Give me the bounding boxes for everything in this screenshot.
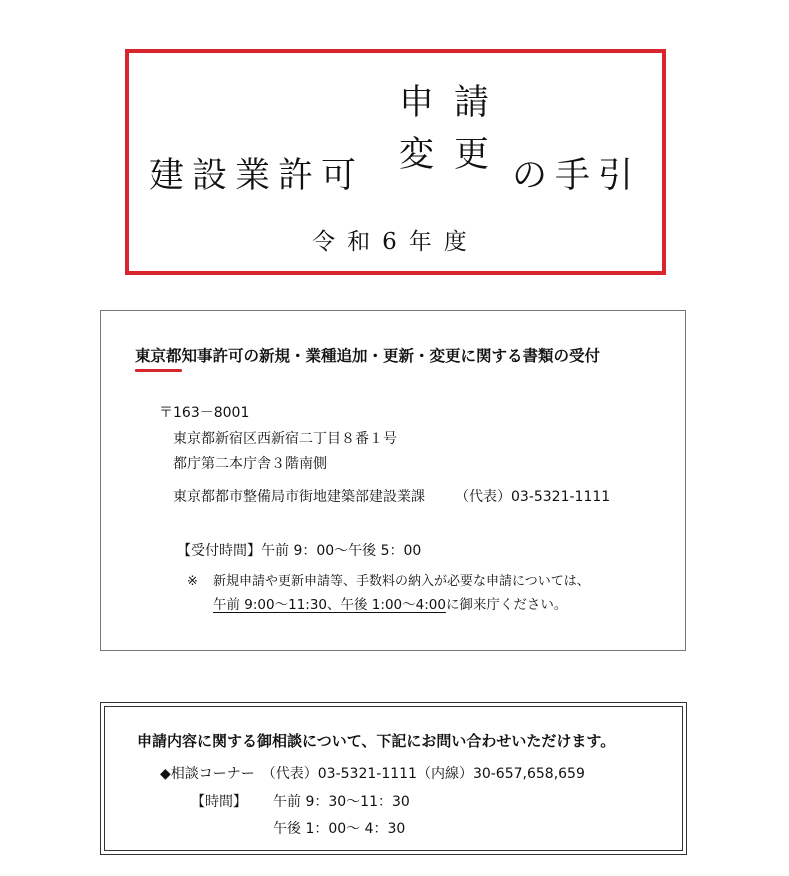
note-hours-underlined: 午前 9:00～11:30、午後 1:00～4:00: [213, 597, 446, 613]
office-phone: （代表）03-5321-1111: [455, 489, 611, 505]
note-line-1-text: 新規申請や更新申請等、手数料の納入が必要な申請については、: [213, 574, 590, 589]
consultation-inner-border: [104, 706, 683, 851]
note-line-2: [213, 595, 567, 615]
postal-code: 〒163－8001: [159, 405, 250, 421]
heading-red-underline: [135, 369, 182, 372]
title-box: [125, 49, 666, 275]
reception-box: [100, 310, 686, 651]
note-line-2-rest: に御来庁ください。: [445, 597, 568, 613]
consultation-time-am: 午前 9：30～11：30: [273, 794, 410, 810]
title-change: 変更: [399, 135, 510, 175]
title-construction-permit: 建設業許可: [149, 156, 365, 196]
fiscal-year: 令和6年度: [312, 229, 479, 255]
reception-hours: 【受付時間】午前 9：00～午後 5：00: [177, 543, 422, 559]
office-line: [173, 487, 610, 507]
consultation-time-pm: 午後 1：00～ 4：30: [273, 821, 406, 837]
reception-heading: [135, 345, 600, 367]
consultation-time-label: 【時間】: [191, 794, 247, 810]
address-line-1: 東京都新宿区西新宿二丁目８番１号: [173, 431, 397, 447]
note-line-1: [187, 572, 590, 592]
address-line-2: 都庁第二本庁舎３階南側: [173, 456, 327, 472]
consultation-heading: 申請内容に関する御相談について、下記にお問い合わせいただけます。: [137, 732, 616, 750]
office-name: 東京都都市整備局市街地建築部建設業課: [173, 489, 425, 505]
title-application: 申請: [399, 83, 510, 123]
consultation-box: [100, 702, 687, 855]
consultation-corner: ◆相談コーナー （代表）03-5321-1111（内線）30-657,658,659: [160, 766, 585, 782]
title-guide: の手引: [512, 156, 642, 196]
heading-rest: 知事許可の新規・業種追加・更新・変更に関する書類の受付: [181, 347, 601, 365]
note-mark: ※: [187, 574, 198, 589]
heading-tokyo-text: 東京都: [135, 347, 182, 365]
heading-tokyo: [135, 345, 182, 367]
